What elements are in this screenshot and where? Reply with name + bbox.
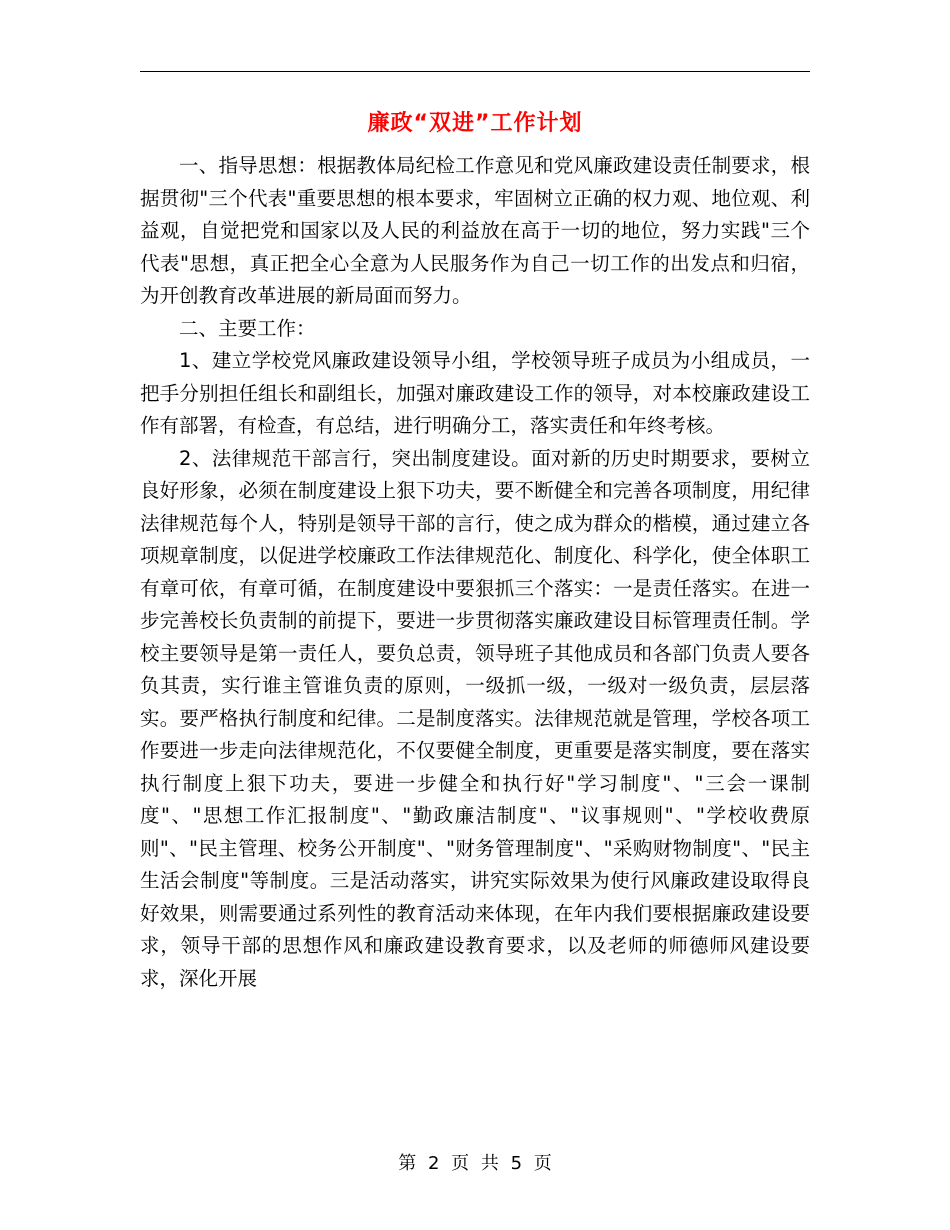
- footer-total-pages: 5: [510, 1153, 523, 1174]
- footer-current-page: 2: [427, 1153, 440, 1174]
- paragraph-main-work-heading: 二、主要工作：: [179, 316, 316, 340]
- footer-total-prefix: 共: [480, 1153, 499, 1174]
- footer-page-prefix: 第: [398, 1153, 417, 1174]
- document-body: [140, 150, 810, 995]
- header-rule: [140, 71, 810, 72]
- paragraph-item-2: 2、法律规范干部言行，突出制度建设。面对新的历史时期要求，要树立良好形象，必须在制度建设上狠下功夫，要不断健全和完善各项制度，用纪律法律规范每个人，特别是领导干部的言行，使之成为群众的楷模，通过建立各项规章制度，以促进学校廉政工作法律规范化、制度化、科学化，使全体职工有章可依，有章可循，在制度建设中要狠抓三个落实：一是责任落实。在进一步完善校长负责制的前提下，要进一步贯彻落实廉政建设目标管理责任制。学校主要领导是第一责任人，要负总责，领导班子其他成员和各部门负责人要各负其责，实行谁主管谁负责的原则，一级抓一级，一级对一级负责，层层落实。要严格执行制度和纪律。二是制度落实。法律规范就是管理，学校各项工作要进一步走向法律规范化，不仅要健全制度，更重要是落实制度，要在落实执行制度上狠下功夫，要进一步健全和执行好"学习制度"、"三会一课制度"、"思想工作汇报制度"、"勤政廉洁制度"、"议事规则"、"学校收费原则"、"民主管理、校务公开制度"、"财务管理制度"、"采购财物制度"、"民主生活会制度"等制度。三是活动落实，讲究实际效果为使行风廉政建设取得良好效果，则需要通过系列性的教育活动来体现，在年内我们要根据廉政建设要求，领导干部的思想作风和廉政建设教育要求，以及老师的师德师风建设要求，深化开展: [140, 446, 810, 990]
- document-title: 廉政“双进”工作计划: [367, 111, 583, 136]
- paragraph-guiding-thought: 一、指导思想：根据教体局纪检工作意见和党风廉政建设责任制要求，根据贯彻"三个代表"重要思想的根本要求，牢固树立正确的权力观、地位观、利益观，自觉把党和国家以及人民的利益放在高于一切的地位，努力实践"三个代表"思想，真正把全心全意为人民服务作为自己一切工作的出发点和归宿，为开创教育改革进展的新局面而努力。: [140, 154, 810, 307]
- footer-page-word: 页: [451, 1153, 470, 1174]
- page-footer: [0, 1152, 950, 1176]
- paragraph-item-1: 1、建立学校党风廉政建设领导小组，学校领导班子成员为小组成员，一把手分别担任组长和副组长，加强对廉政建设工作的领导，对本校廉政建设工作有部署，有检查，有总结，进行明确分工，落实责任和年终考核。: [140, 349, 810, 437]
- footer-total-suffix: 页: [533, 1153, 552, 1174]
